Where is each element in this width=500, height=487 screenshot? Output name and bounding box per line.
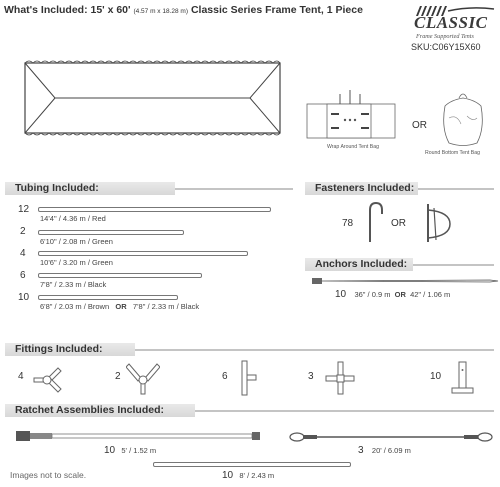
t-fitting-icon xyxy=(232,359,258,397)
round-bag-caption: Round Bottom Tent Bag xyxy=(425,150,480,156)
tube-label-5a: 6'8" / 2.03 m / Brown xyxy=(40,302,110,311)
tube-qty-3: 4 xyxy=(20,248,26,259)
tube-label-4: 7'8" / 2.33 m / Black xyxy=(40,280,107,289)
anchors-qty: 10 xyxy=(335,289,347,300)
hook-pin-icon xyxy=(364,200,386,244)
y-fitting-icon xyxy=(126,360,160,396)
anchors-header-rule xyxy=(413,264,494,266)
ratchet-bar-pole xyxy=(153,462,351,467)
ratchet-strap-qty: 10 xyxy=(104,445,116,456)
tube-label-1: 14'4" / 4.36 m / Red xyxy=(40,214,106,223)
linch-pin-icon xyxy=(420,202,460,246)
anchors-label xyxy=(335,289,450,300)
ratchet-strap-label xyxy=(104,445,156,456)
tube-label-5 xyxy=(40,302,199,311)
bags-or-text: OR xyxy=(412,120,427,131)
ratchets-header-rule xyxy=(195,410,494,412)
fittings-heading: Fittings Included: xyxy=(15,343,103,355)
ratchet-strap-icon xyxy=(14,428,264,444)
fittings-header xyxy=(5,343,135,356)
tubing-heading: Tubing Included: xyxy=(15,182,99,194)
fitting-qty-2: 2 xyxy=(115,371,121,382)
cable-assembly-length: 20' / 6.09 m xyxy=(371,446,411,455)
tube-label-3: 10'6" / 3.20 m / Green xyxy=(40,258,113,267)
tube-pole-2 xyxy=(38,230,184,235)
logo-subtitle: Frame Supported Tents xyxy=(416,33,474,40)
anchors-or: OR xyxy=(394,290,406,299)
anchors-label-a: 36" / 0.9 m xyxy=(354,290,391,299)
tube-label-5b: 7'8" / 2.33 m / Black xyxy=(132,302,200,311)
wrap-around-tent-bag-icon xyxy=(305,90,405,145)
tube-label-5-or: OR xyxy=(115,302,127,311)
anchors-label-b: 42" / 1.06 m xyxy=(410,290,451,299)
tube-label-2: 6'10" / 2.08 m / Green xyxy=(40,237,113,246)
classic-logo xyxy=(410,4,496,44)
tent-top-view-diagram xyxy=(20,58,290,143)
tube-pole-4 xyxy=(38,273,202,278)
sku-code: SKU:C06Y15X60 xyxy=(411,42,481,52)
logo-word: CLASSIC xyxy=(414,13,488,32)
tubing-header xyxy=(5,182,175,195)
tube-qty-2: 2 xyxy=(20,226,26,237)
ratchet-bar-length: 8' / 2.43 m xyxy=(239,471,275,480)
ratchet-strap-length: 5' / 1.52 m xyxy=(121,446,157,455)
tube-qty-4: 6 xyxy=(20,270,26,281)
title-metric: (4.57 m x 18.28 m) xyxy=(133,8,189,15)
fasteners-or-text: OR xyxy=(391,218,406,229)
tube-pole-1 xyxy=(38,207,271,212)
ratchets-heading: Ratchet Assemblies Included: xyxy=(15,404,164,416)
cable-assembly-icon xyxy=(288,431,494,443)
fasteners-header xyxy=(305,182,418,195)
fitting-qty-5: 10 xyxy=(430,371,442,382)
base-plate-fitting-icon xyxy=(450,360,476,396)
tubing-header-rule xyxy=(175,188,293,190)
corner-fitting-icon xyxy=(30,360,66,396)
cable-assembly-label xyxy=(358,445,411,456)
fitting-qty-1: 4 xyxy=(18,371,24,382)
fitting-qty-3: 6 xyxy=(222,371,228,382)
cross-fitting-icon xyxy=(322,360,358,396)
tube-qty-1: 12 xyxy=(18,204,30,215)
tube-qty-5: 10 xyxy=(18,292,30,303)
ratchet-bar-qty: 10 xyxy=(222,470,234,481)
fittings-header-rule xyxy=(135,349,494,351)
tube-pole-3 xyxy=(38,251,248,256)
ratchets-header xyxy=(5,404,195,417)
anchors-heading: Anchors Included: xyxy=(315,258,408,270)
footnote: Images not to scale. xyxy=(10,470,87,480)
title-rest: Classic Series Frame Tent, 1 Piece xyxy=(190,4,363,16)
title-main: What's Included: 15' x 60' xyxy=(4,4,131,16)
tube-pole-5 xyxy=(38,295,178,300)
round-bottom-tent-bag-icon xyxy=(437,88,489,148)
fasteners-qty: 78 xyxy=(342,218,354,229)
cable-assembly-qty: 3 xyxy=(358,445,364,456)
anchor-stake-icon xyxy=(310,275,500,287)
page-title xyxy=(4,4,363,16)
anchors-header xyxy=(305,258,413,271)
fitting-qty-4: 3 xyxy=(308,371,314,382)
fasteners-heading: Fasteners Included: xyxy=(315,182,415,194)
ratchet-bar-label xyxy=(222,470,274,481)
wrap-bag-caption: Wrap Around Tent Bag xyxy=(327,144,380,150)
fasteners-header-rule xyxy=(418,188,494,190)
